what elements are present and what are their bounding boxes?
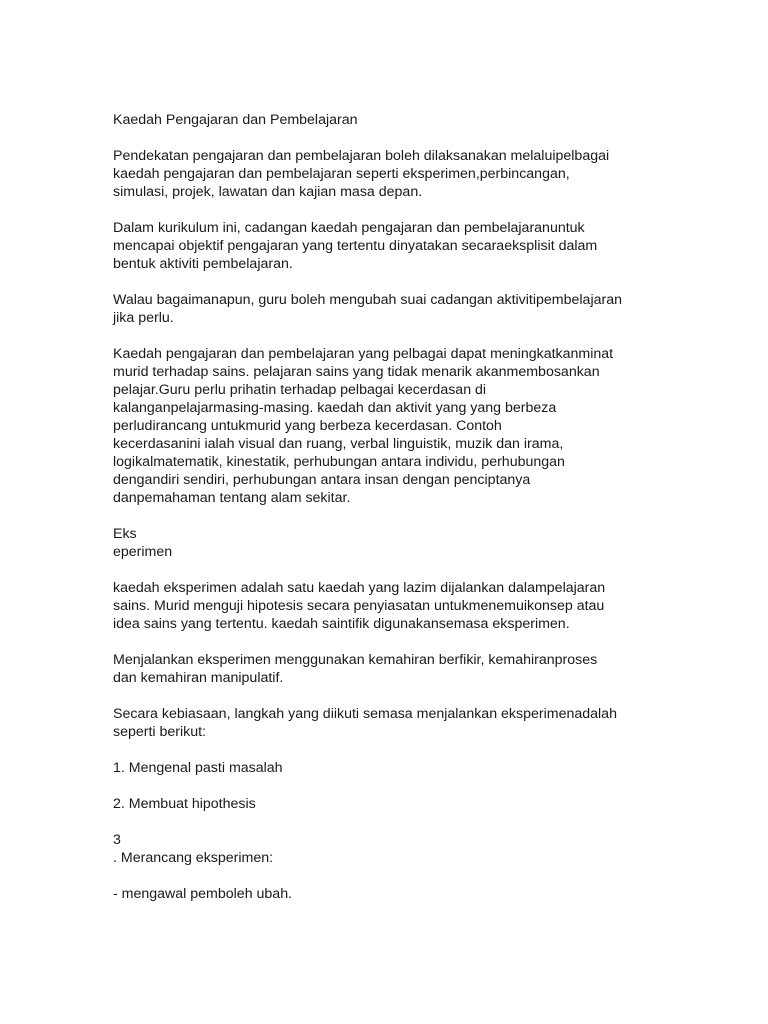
paragraph-kaedah-eksperimen: kaedah eksperimen adalah satu kaedah yang lazim dijalankan dalampelajaran sains. Murid menguji hipotesis secara penyiasatan untukmenemuikonsep atau idea sains yang tertentu. kaedah saintifik digunakansemasa eksperimen. — [113, 580, 606, 632]
list-item-subpoint: - mengawal pemboleh ubah. — [113, 886, 293, 902]
document-title: Kaedah Pengajaran dan Pembelajaran — [113, 112, 358, 128]
paragraph-secara-kebiasaan: Secara kebiasaan, langkah yang diikuti semasa menjalankan eksperimenadalah seperti berikut: — [113, 706, 617, 740]
paragraph-kaedah-pelbagai: Kaedah pengajaran dan pembelajaran yang pelbagai dapat meningkatkanminat murid terhadap sains. pelajaran sains yang tidak menarik akanmembosankan pelajar.Guru perlu prihatin terhadap pelbagai kecerdasan di kalanganpelajarmasing-masing. kaedah dan aktivit yang yang berbeza perludirancang untukmurid yang berbeza kecerdasan. Contoh kecerdasanini ialah visual dan ruang, verbal linguistik, muzik dan irama, logikalmatematik, kinestatik, perhubungan antara individu, perhubungan dengandiri sendiri, perhubungan antara insan dengan penciptanya danpemahaman tentang alam sekitar. — [113, 346, 614, 506]
section-heading-eksperimen: Eks eperimen — [113, 526, 173, 560]
paragraph-menjalankan: Menjalankan eksperimen menggunakan kemahiran berfikir, kemahiranproses dan kemahiran manipulatif. — [113, 652, 598, 686]
paragraph-pendekatan: Pendekatan pengajaran dan pembelajaran boleh dilaksanakan melaluipelbagai kaedah pengajaran dan pembelajaran seperti eksperimen,perbincangan, simulasi, projek, lawatan dan kajian masa depan. — [113, 148, 610, 200]
paragraph-walau: Walau bagaimanapun, guru boleh mengubah suai cadangan aktivitipembelajaran jika perlu. — [113, 292, 622, 326]
list-item-step-3: 3 . Merancang eksperimen: — [113, 832, 274, 866]
list-item-step-2: 2. Membuat hipothesis — [113, 796, 256, 812]
paragraph-kurikulum: Dalam kurikulum ini, cadangan kaedah pengajaran dan pembelajaranuntuk mencapai objektif pengajaran yang tertentu dinyatakan secaraeksplisit dalam bentuk aktiviti pembelajaran. — [113, 220, 598, 272]
list-item-step-1: 1. Mengenal pasti masalah — [113, 760, 283, 776]
document-body — [113, 111, 653, 903]
